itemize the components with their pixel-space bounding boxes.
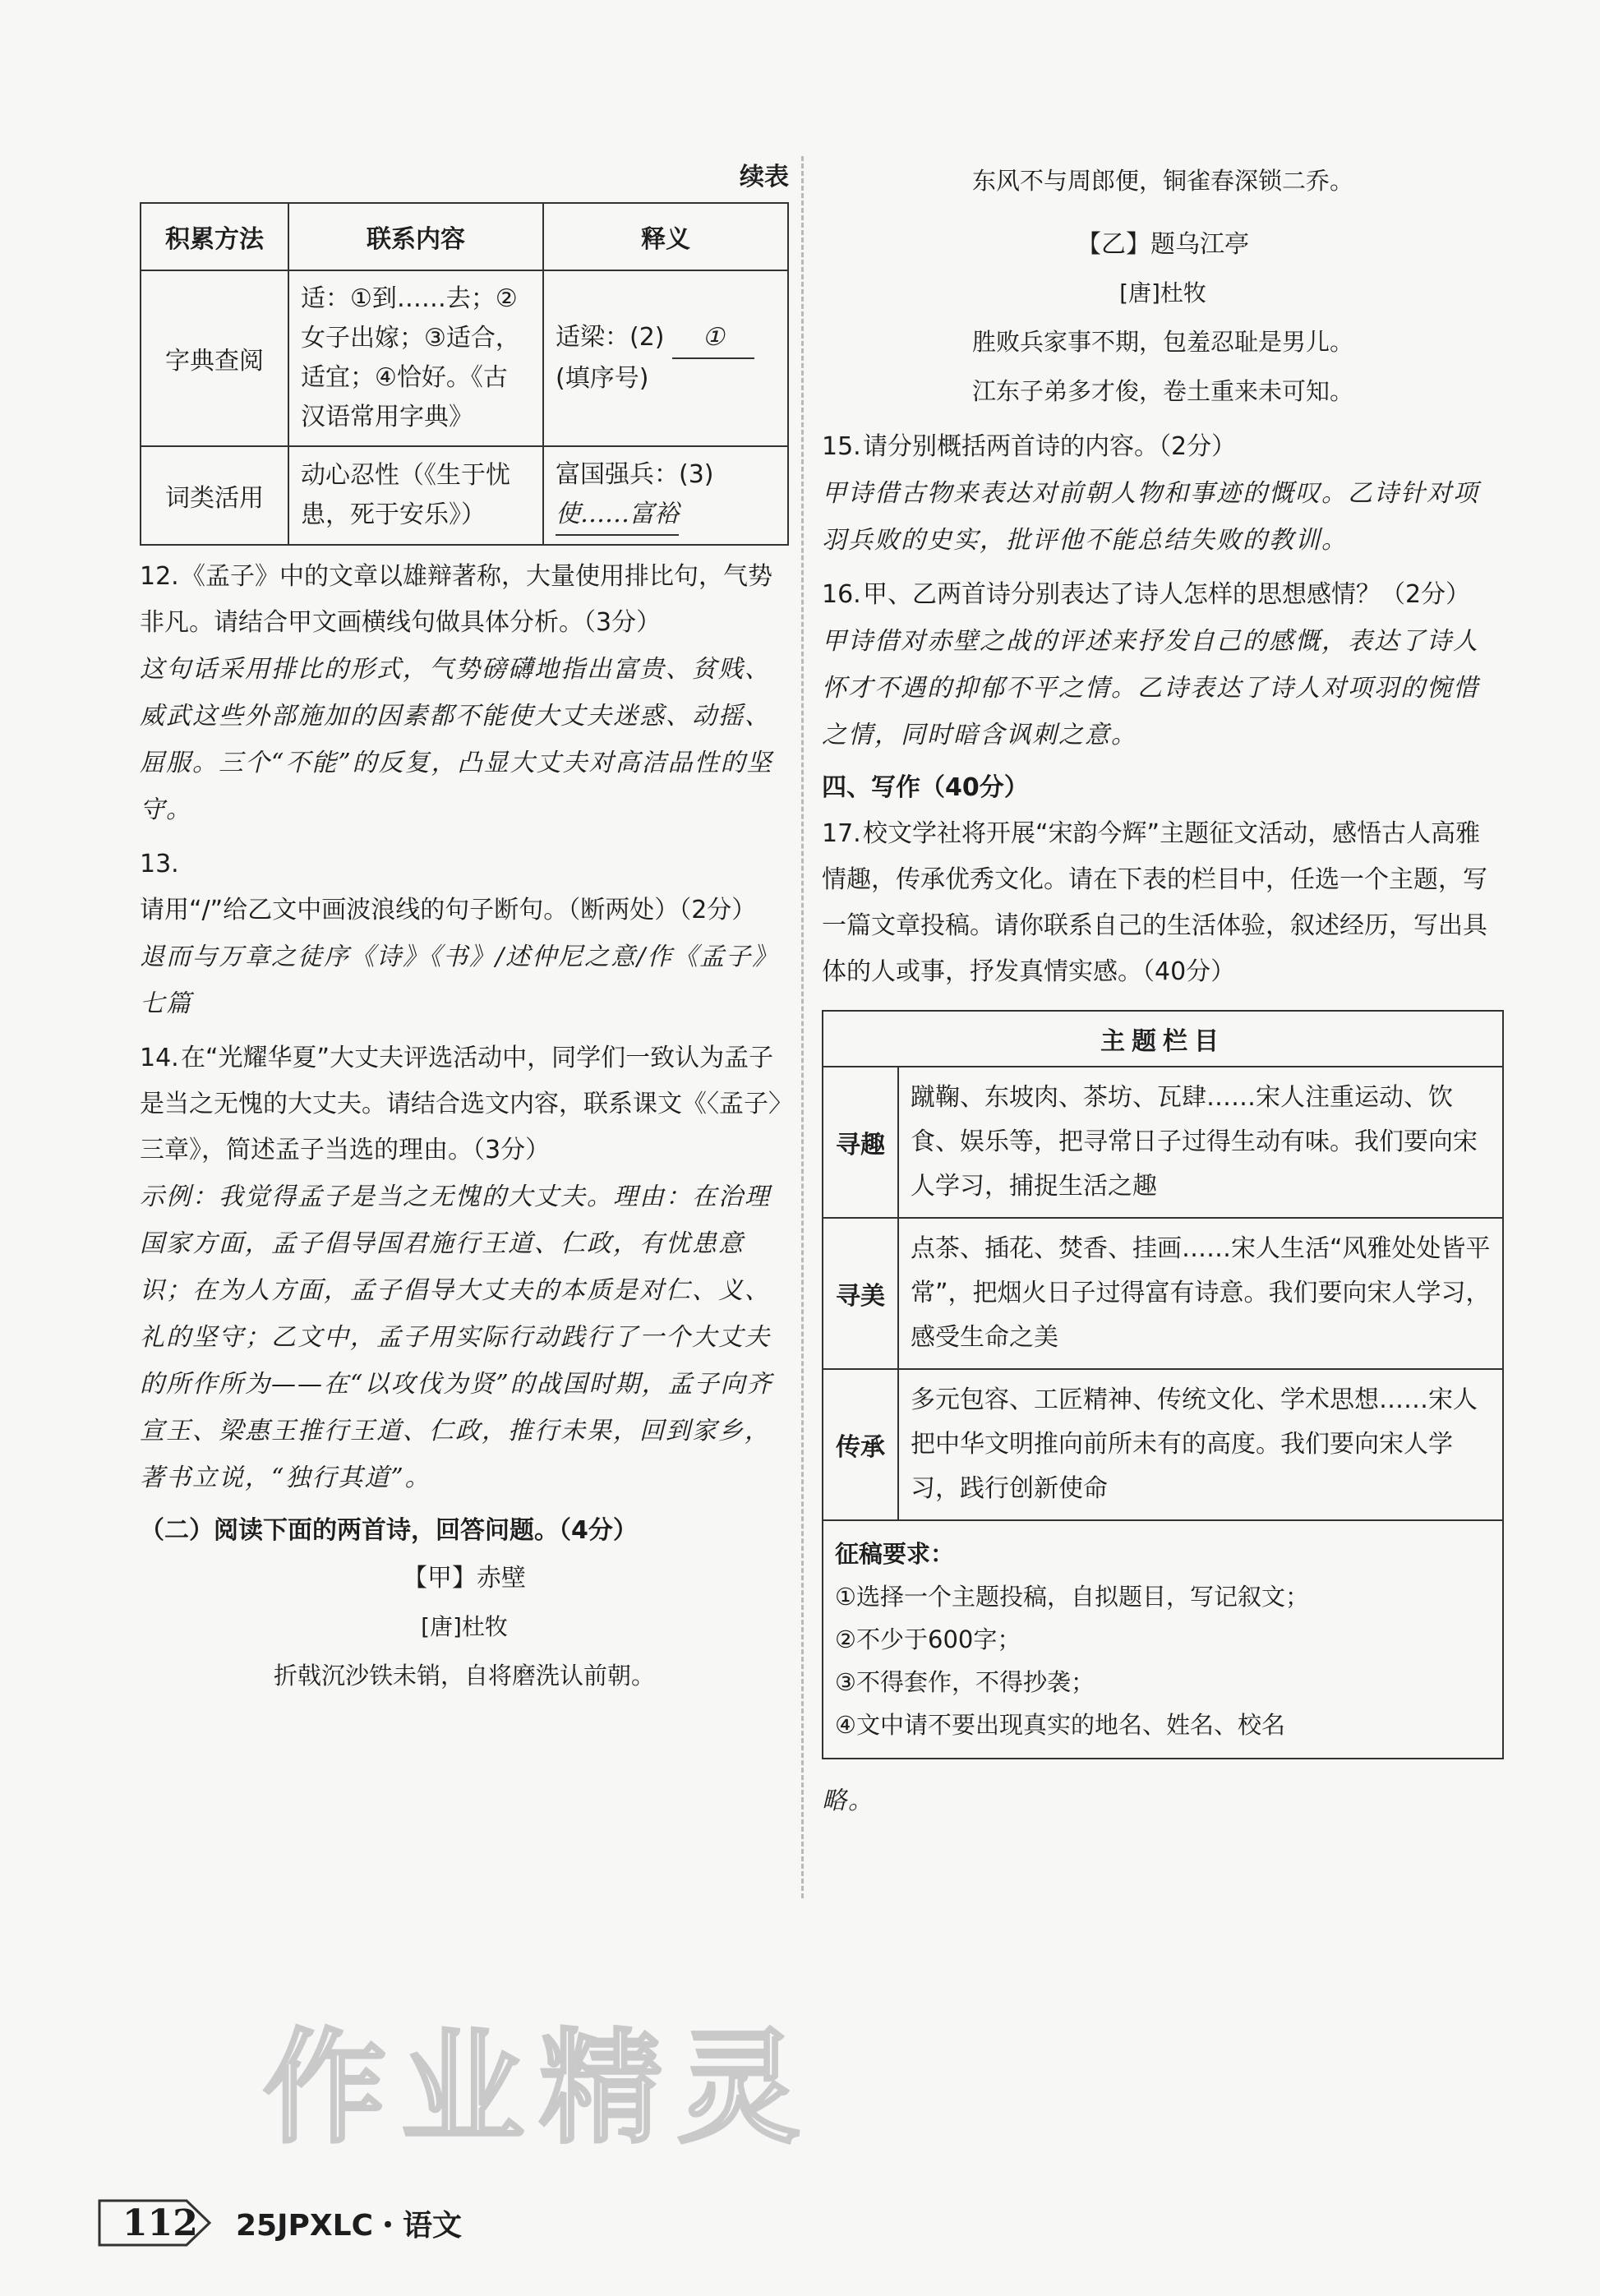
answer-16: 甲诗借对赤壁之战的评述来抒发自己的感慨，表达了诗人怀才不遇的抑郁不平之情。乙诗表达了诗人对项羽的惋惜之情，同时暗含讽刺之意。 (822, 627, 1479, 749)
question-text: 请用“/”给乙文中画波浪线的句子断句。（断两处）（2分） (140, 896, 757, 924)
question-text: 《孟子》中的文章以雄辩著称，大量使用排比句，气势非凡。请结合甲文画横线句做具体分析。（3分） (140, 562, 772, 637)
poem-2-line: 胜败兵家事不期，包羞忍耻是男儿。 (971, 328, 1353, 356)
requirements-title: 征稿要求： (835, 1540, 955, 1568)
column-divider (801, 156, 804, 1898)
table-row (823, 1067, 1503, 1218)
poem-1-line: 折戟沉沙铁未销，自将磨洗认前朝。 (273, 1662, 655, 1690)
right-column (822, 156, 1504, 1824)
poem-1-author: [唐]杜牧 (421, 1613, 508, 1640)
poem-2-title: 【乙】题乌江亭 (1077, 230, 1249, 259)
question-14 (140, 1035, 789, 1173)
question-15 (822, 424, 1504, 470)
answer-15: 甲诗借古物来表达对前朝人物和事迹的慨叹。乙诗针对项羽兵败的史实，批评他不能总结失败的教训。 (822, 479, 1479, 555)
question-number: 15. (822, 432, 861, 461)
topic-content: 蹴鞠、东坡肉、茶坊、瓦肆……宋人注重运动、饮食、娱乐等，把寻常日子过得生动有味。我们要向宋人学习，捕捉生活之趣 (898, 1067, 1503, 1218)
question-number: 14. (140, 1044, 179, 1072)
meaning-suffix: (填序号) (556, 364, 649, 393)
topic-name: 寻趣 (823, 1067, 898, 1218)
answer-14: 示例：我觉得孟子是当之无愧的大丈夫。理由：在治理国家方面，孟子倡导国君施行王道、仁政，有忧患意识；在为人方面，孟子倡导大丈夫的本质是对仁、义、礼的坚守；乙文中，孟子用实际行动践行了一个大丈夫的所作所为——在“以攻伐为贤”的战国时期，孟子向齐宣王、梁惠王推行王道、仁政，推行未果，回到家乡，著书立说，“独行其道”。 (140, 1183, 773, 1492)
question-number: 13. (140, 850, 179, 878)
requirement-item: ③不得套作，不得抄袭； (835, 1668, 1095, 1696)
poem-1-line: 东风不与周郎便，铜雀春深锁二乔。 (971, 167, 1353, 195)
requirement-item: ②不少于600字； (835, 1625, 1021, 1653)
question-12 (140, 554, 789, 646)
meaning-prefix: 适梁：(2) (556, 323, 665, 352)
topic-content: 多元包容、工匠精神、传统文化、学术思想……宋人把中华文明推向前所未有的高度。我们要向宋人学习，践行创新使命 (898, 1369, 1503, 1520)
question-16 (822, 572, 1504, 618)
poem-2-line: 江东子弟多才俊，卷土重来未可知。 (971, 377, 1353, 405)
left-column (140, 156, 789, 1700)
row-content: 动心忍性（《生于忧患，死于安乐》） (288, 446, 543, 545)
table-row (141, 446, 788, 545)
table-row (823, 1369, 1503, 1520)
book-code: 25JPXLC・语文 (236, 2208, 462, 2243)
row-meaning (543, 270, 788, 446)
poem-2-author: [唐]杜牧 (1119, 279, 1206, 307)
section-4-heading: 四、写作（40分） (822, 773, 1029, 802)
question-text: 校文学社将开展“宋韵今辉”主题征文活动，感悟古人高雅情趣，传承优秀文化。请在下表的栏目中，任选一个主题，写一篇文章投稿。请你联系自己的生活体验，叙述经历，写出具体的人或事，抒发真情实感。（40分） (822, 819, 1487, 986)
row-method: 词类活用 (141, 446, 288, 545)
answer-13: 退而与万章之徒序《诗》《书》/述仲尼之意/作《孟子》七篇 (140, 943, 779, 1018)
section-2-heading: （二）阅读下面的两首诗，回答问题。（4分） (140, 1516, 638, 1545)
header-method: 积累方法 (141, 203, 288, 270)
question-text: 请分别概括两首诗的内容。（2分） (863, 432, 1237, 461)
page-footer (95, 2194, 462, 2252)
question-13 (140, 841, 789, 934)
topic-name: 传承 (823, 1369, 898, 1520)
requirement-item: ①选择一个主题投稿，自拟题目，写记叙文； (835, 1583, 1309, 1611)
header-content: 联系内容 (288, 203, 543, 270)
continued-label: 续表 (740, 163, 789, 191)
row-method: 字典查阅 (141, 270, 288, 446)
page-number-badge (95, 2194, 218, 2252)
requirement-item: ④文中请不要出现真实的地名、姓名、校名 (835, 1711, 1285, 1739)
page-number: 112 (122, 2201, 198, 2244)
watermark-logo: 作业精灵 (263, 2017, 816, 2160)
question-text: 在“光耀华夏”大丈夫评选活动中，同学们一致认为孟子是当之无愧的大丈夫。请结合选文内容，联系课文《〈孟子〉三章》，简述孟子当选的理由。（3分） (140, 1044, 781, 1164)
table-row (823, 1218, 1503, 1369)
meaning-answer: ① (672, 318, 754, 359)
meaning-answer: 使……富裕 (556, 495, 679, 536)
poem-1-title: 【甲】赤壁 (403, 1564, 526, 1593)
header-meaning: 释义 (543, 203, 788, 270)
accumulation-table (140, 202, 789, 546)
table-row (141, 270, 788, 446)
requirements-box (823, 1520, 1503, 1759)
question-number: 12. (140, 562, 179, 591)
topic-table (822, 1010, 1504, 1759)
question-number: 16. (822, 580, 861, 609)
question-text: 甲、乙两首诗分别表达了诗人怎样的思想感情？（2分） (863, 580, 1471, 609)
question-number: 17. (822, 819, 861, 848)
answer-12: 这句话采用排比的形式，气势磅礴地指出富贵、贫贱、威武这些外部施加的因素都不能使大丈夫迷惑、动摇、屈服。三个“不能”的反复，凸显大丈夫对高洁品性的坚守。 (140, 655, 773, 824)
topic-name: 寻美 (823, 1218, 898, 1369)
question-17 (822, 811, 1504, 995)
meaning-prefix: 富国强兵：(3) (556, 460, 714, 489)
row-content: 适：①到……去；②女子出嫁；③适合，适宜；④恰好。《古汉语常用字典》 (288, 270, 543, 446)
answer-17: 略。 (822, 1787, 874, 1815)
row-meaning (543, 446, 788, 545)
topic-table-header: 主题栏目 (823, 1011, 1503, 1067)
topic-content: 点茶、插花、焚香、挂画……宋人生活“风雅处处皆平常”，把烟火日子过得富有诗意。我们要向宋人学习，感受生命之美 (898, 1218, 1503, 1369)
